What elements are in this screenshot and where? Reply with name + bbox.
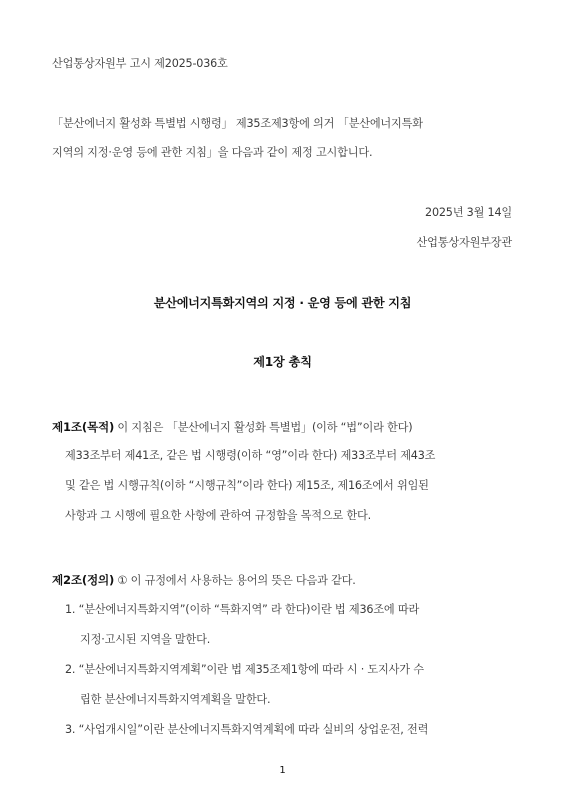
article-1-line-2: 제33조부터 제41조, 같은 법 시행령(이하 “영”이라 한다) 제33조부터 제43조	[65, 449, 436, 462]
chapter-title: 제1장 총칙	[253, 355, 312, 369]
issue-date: 2025년 3월 14일	[425, 206, 512, 219]
definition-item-2-line-1: 2. “분산에너지특화지역계획”이란 법 제35조제1항에 따라 시 · 도지사가 수	[65, 663, 424, 676]
article-1-line-4: 사항과 그 시행에 필요한 사항에 관하여 규정함을 목적으로 한다.	[65, 509, 371, 522]
intro-line-2: 지역의 지정·운영 등에 관한 지침」을 다음과 같이 제정 고시합니다.	[52, 146, 373, 159]
article-1-line-1	[52, 420, 412, 435]
article-2-heading: 제2조(정의)	[52, 573, 115, 587]
article-1-heading: 제1조(목적)	[52, 420, 115, 434]
article-2-line-1-text: ① 이 규정에서 사용하는 용어의 뜻은 다음과 같다.	[114, 574, 356, 587]
notice-number: 산업통상자원부 고시 제2025-036호	[52, 57, 228, 70]
intro-line-1: 「분산에너지 활성화 특별법 시행령」 제35조제3항에 의거 「분산에너지특화	[52, 117, 423, 130]
definition-item-1-line-2: 지정·고시된 지역을 말한다.	[80, 633, 211, 646]
definition-item-2-line-2: 립한 분산에너지특화지역계획을 말한다.	[80, 693, 271, 706]
article-2-line-1	[52, 573, 356, 588]
issuer: 산업통상자원부장관	[416, 236, 512, 249]
definition-item-1-line-1: 1. “분산에너지특화지역”(이하 “특화지역” 라 한다)이란 법 제36조에 따라	[65, 603, 420, 616]
article-1-line-3: 및 같은 법 시행규칙(이하 “시행규칙”이라 한다) 제15조, 제16조에서 위임된	[65, 479, 429, 492]
page-number: 1	[279, 765, 286, 776]
document-title: 분산에너지특화지역의 지정 · 운영 등에 관한 지침	[153, 296, 412, 310]
definition-item-3-line-1: 3. “사업개시일”이란 분산에너지특화지역계획에 따라 실비의 상업운전, 전력	[65, 723, 429, 736]
article-1-line-1-text: 이 지침은 「분산에너지 활성화 특별법」(이하 “법”이라 한다)	[114, 421, 413, 434]
